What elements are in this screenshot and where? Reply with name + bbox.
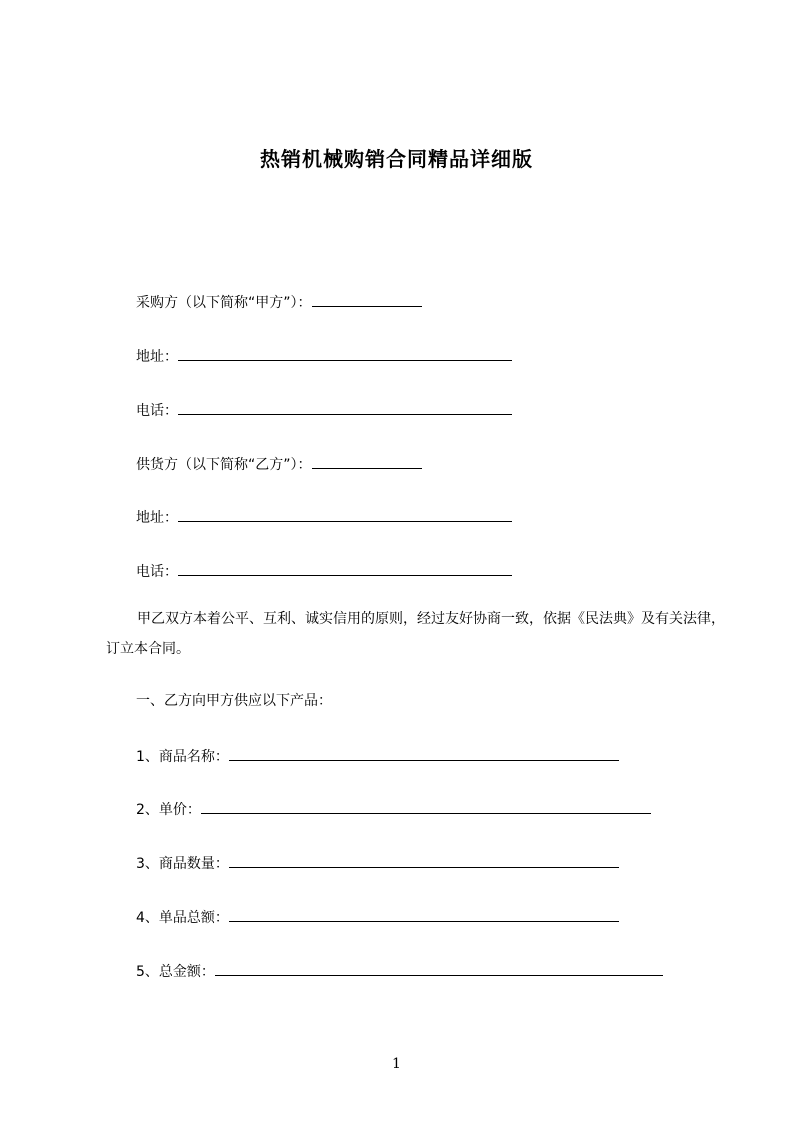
page-number: 1 [392, 1056, 401, 1072]
buyer-address-label: 地址： [136, 349, 178, 365]
item-line-3 [136, 853, 619, 873]
seller-phone-line [136, 561, 512, 581]
section1-heading: 一、乙方向甲方供应以下产品： [136, 693, 332, 709]
seller-name-blank[interactable] [312, 454, 422, 469]
item-total-blank[interactable] [229, 907, 619, 922]
seller-phone-label: 电话： [136, 564, 178, 580]
seller-phone-blank[interactable] [178, 561, 512, 576]
buyer-address-line [136, 346, 512, 366]
buyer-name-blank[interactable] [312, 292, 422, 307]
item-label: 5、总金额： [136, 964, 215, 980]
seller-line [136, 454, 422, 474]
item-line-4 [136, 907, 619, 927]
item-label: 3、商品数量： [136, 856, 229, 872]
item-label: 1、商品名称： [136, 749, 229, 765]
quantity-blank[interactable] [229, 853, 619, 868]
buyer-address-blank[interactable] [178, 346, 512, 361]
grand-total-blank[interactable] [215, 961, 663, 976]
seller-label: 供货方（以下简称“乙方”）： [136, 457, 312, 473]
seller-address-line [136, 507, 512, 527]
item-label: 2、单价： [136, 802, 201, 818]
buyer-label: 采购方（以下简称“甲方”）： [136, 295, 312, 311]
buyer-line [136, 292, 422, 312]
item-line-2 [136, 799, 651, 819]
product-name-blank[interactable] [229, 746, 619, 761]
document-title: 热销机械购销合同精品详细版 [260, 147, 533, 171]
buyer-phone-label: 电话： [136, 403, 178, 419]
item-label: 4、单品总额： [136, 910, 229, 926]
buyer-phone-line [136, 400, 512, 420]
item-line-5 [136, 961, 663, 981]
unit-price-blank[interactable] [201, 799, 651, 814]
seller-address-blank[interactable] [178, 507, 512, 522]
seller-address-label: 地址： [136, 510, 178, 526]
buyer-phone-blank[interactable] [178, 400, 512, 415]
item-line-1 [136, 746, 619, 766]
preamble-paragraph [106, 604, 726, 664]
preamble-text: 甲乙双方本着公平、互利、诚实信用的原则，经过友好协商一致，依据《民法典》及有关法律，订立本合同。 [106, 611, 725, 657]
